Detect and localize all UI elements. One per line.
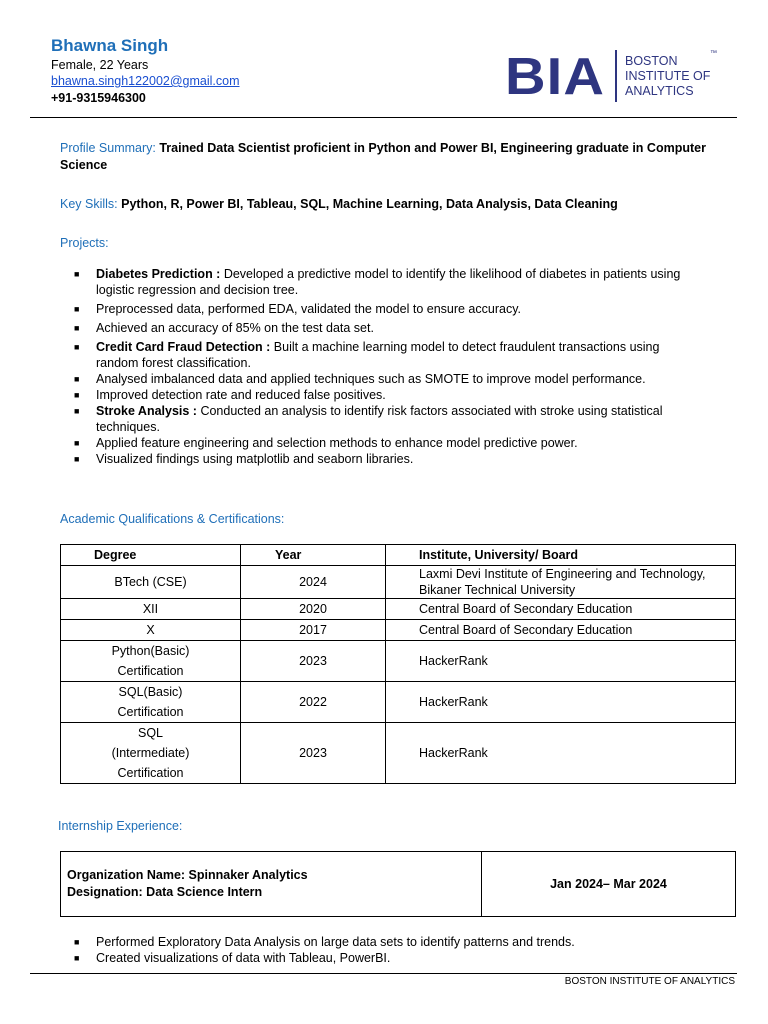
logo-text	[625, 54, 735, 99]
bullet-icon: ■	[74, 953, 80, 963]
projects-list	[74, 266, 694, 467]
degree-cell	[61, 723, 241, 784]
key-skills-text: Python, R, Power BI, Tableau, SQL, Machine Learning, Data Analysis, Data Cleaning	[121, 197, 618, 211]
year-cell: 2023	[241, 723, 386, 784]
profile-summary	[60, 140, 710, 174]
project-bullet	[74, 339, 694, 371]
internship-bullet	[74, 934, 694, 950]
logo-line-2: INSTITUTE OF	[625, 69, 711, 83]
bullet-icon: ■	[74, 269, 80, 279]
degree-line: Certification	[117, 705, 184, 719]
degree-line: SQL(Basic)	[118, 685, 183, 699]
project-title: Stroke Analysis :	[96, 404, 197, 418]
project-text: Analysed imbalanced data and applied techniques such as SMOTE to improve model performance.	[96, 372, 646, 386]
year-cell: 2022	[241, 682, 386, 723]
institute-line: HackerRank	[419, 695, 488, 709]
internship-heading: Internship Experience:	[58, 819, 183, 833]
organization-name: Organization Name: Spinnaker Analytics	[67, 868, 308, 882]
institute-cell	[386, 723, 736, 784]
year-cell: 2024	[241, 566, 386, 599]
institute-line: Bikaner Technical University	[419, 583, 576, 597]
projects-heading: Projects:	[60, 236, 109, 250]
bullet-icon: ■	[74, 323, 80, 333]
logo-divider	[615, 50, 617, 102]
internship-period: Jan 2024– Mar 2024	[482, 852, 736, 917]
internship-bullet-text: Performed Exploratory Data Analysis on large data sets to identify patterns and trends.	[96, 935, 575, 949]
project-bullet	[74, 451, 694, 467]
key-skills	[60, 196, 710, 213]
project-text: Improved detection rate and reduced false positives.	[96, 388, 386, 402]
project-bullet	[74, 435, 694, 451]
internship-table	[60, 851, 736, 917]
degree-line: BTech (CSE)	[114, 575, 187, 589]
institute-cell	[386, 682, 736, 723]
gender-age: Female, 22 Years	[51, 58, 149, 72]
degree-line: Python(Basic)	[111, 644, 190, 658]
project-text: Applied feature engineering and selection methods to enhance model predictive power.	[96, 436, 578, 450]
col-header-degree: Degree	[61, 545, 241, 566]
institute-cell	[386, 599, 736, 620]
footer-divider	[30, 973, 737, 974]
table-row	[61, 620, 736, 641]
footer-text: BOSTON INSTITUTE OF ANALYTICS	[564, 976, 735, 987]
logo-mark: BIA	[505, 48, 605, 106]
project-text: Visualized findings using matplotlib and seaborn libraries.	[96, 452, 414, 466]
institute-line: Central Board of Secondary Education	[419, 623, 633, 637]
internship-bullet	[74, 950, 694, 966]
project-text: Achieved an accuracy of 85% on the test data set.	[96, 321, 374, 335]
degree-line: X	[146, 623, 155, 637]
candidate-name: Bhawna Singh	[51, 36, 169, 55]
institute-cell	[386, 566, 736, 599]
bullet-icon: ■	[74, 937, 80, 947]
degree-line: SQL	[137, 726, 163, 740]
degree-line: (Intermediate)	[111, 746, 190, 760]
bullet-icon: ■	[74, 454, 80, 464]
bullet-icon: ■	[74, 374, 80, 384]
year-cell: 2020	[241, 599, 386, 620]
academics-table	[60, 544, 736, 784]
project-bullet	[74, 320, 694, 336]
key-skills-label: Key Skills:	[60, 197, 118, 211]
internship-bullets	[74, 934, 694, 966]
project-bullet	[74, 387, 694, 403]
designation: Designation: Data Science Intern	[67, 885, 263, 899]
project-title: Diabetes Prediction :	[96, 267, 221, 281]
project-text: Preprocessed data, performed EDA, validated the model to ensure accuracy.	[96, 302, 521, 316]
table-row	[61, 599, 736, 620]
institute-line: HackerRank	[419, 746, 488, 760]
bullet-icon: ■	[74, 390, 80, 400]
logo-line-3: ANALYTICS	[625, 84, 694, 98]
degree-cell	[61, 566, 241, 599]
institute-line: Laxmi Devi Institute of Engineering and Technology,	[419, 567, 706, 581]
bullet-icon: ■	[74, 438, 80, 448]
phone-number: +91-9315946300	[51, 91, 146, 105]
institute-cell	[386, 620, 736, 641]
profile-summary-text: Trained Data Scientist proficient in Python and Power BI, Engineering graduate in Computer Science	[60, 141, 706, 172]
year-cell: 2017	[241, 620, 386, 641]
institute-line: Central Board of Secondary Education	[419, 602, 633, 616]
project-bullet	[74, 266, 694, 298]
email-link[interactable]: bhawna.singh122002@gmail.com	[51, 74, 240, 88]
bullet-icon: ■	[74, 406, 80, 416]
degree-cell	[61, 641, 241, 682]
degree-line: Certification	[117, 664, 184, 678]
institute-line: HackerRank	[419, 654, 488, 668]
institute-cell	[386, 641, 736, 682]
col-header-institute: Institute, University/ Board	[386, 545, 736, 566]
internship-details	[61, 852, 482, 917]
year-cell: 2023	[241, 641, 386, 682]
project-text: Conducted an analysis to identify risk factors associated with stroke using statistical techniques.	[96, 404, 663, 434]
project-title: Credit Card Fraud Detection :	[96, 340, 271, 354]
header-divider	[30, 117, 737, 118]
bullet-icon: ■	[74, 304, 80, 314]
logo-line-1: BOSTON	[625, 54, 678, 68]
degree-line: XII	[142, 602, 159, 616]
project-text: Built a machine learning model to detect fraudulent transactions using random forest classification.	[96, 340, 660, 370]
project-bullet	[74, 403, 694, 435]
bia-logo	[505, 48, 717, 106]
academics-header-row	[61, 545, 736, 566]
project-bullet	[74, 371, 694, 387]
degree-cell	[61, 620, 241, 641]
degree-cell	[61, 682, 241, 723]
table-row	[61, 723, 736, 784]
table-row	[61, 566, 736, 599]
degree-cell	[61, 599, 241, 620]
internship-bullet-text: Created visualizations of data with Tableau, PowerBI.	[96, 951, 391, 965]
academics-heading: Academic Qualifications & Certifications:	[60, 512, 285, 526]
project-text: Developed a predictive model to identify the likelihood of diabetes in patients using logistic regression and decision tree.	[96, 267, 681, 297]
logo-trademark: ™	[710, 50, 717, 57]
table-row	[61, 641, 736, 682]
col-header-year: Year	[241, 545, 386, 566]
degree-line: Certification	[117, 766, 184, 780]
profile-summary-label: Profile Summary:	[60, 141, 156, 155]
project-bullet	[74, 301, 694, 317]
bullet-icon: ■	[74, 342, 80, 352]
table-row	[61, 682, 736, 723]
